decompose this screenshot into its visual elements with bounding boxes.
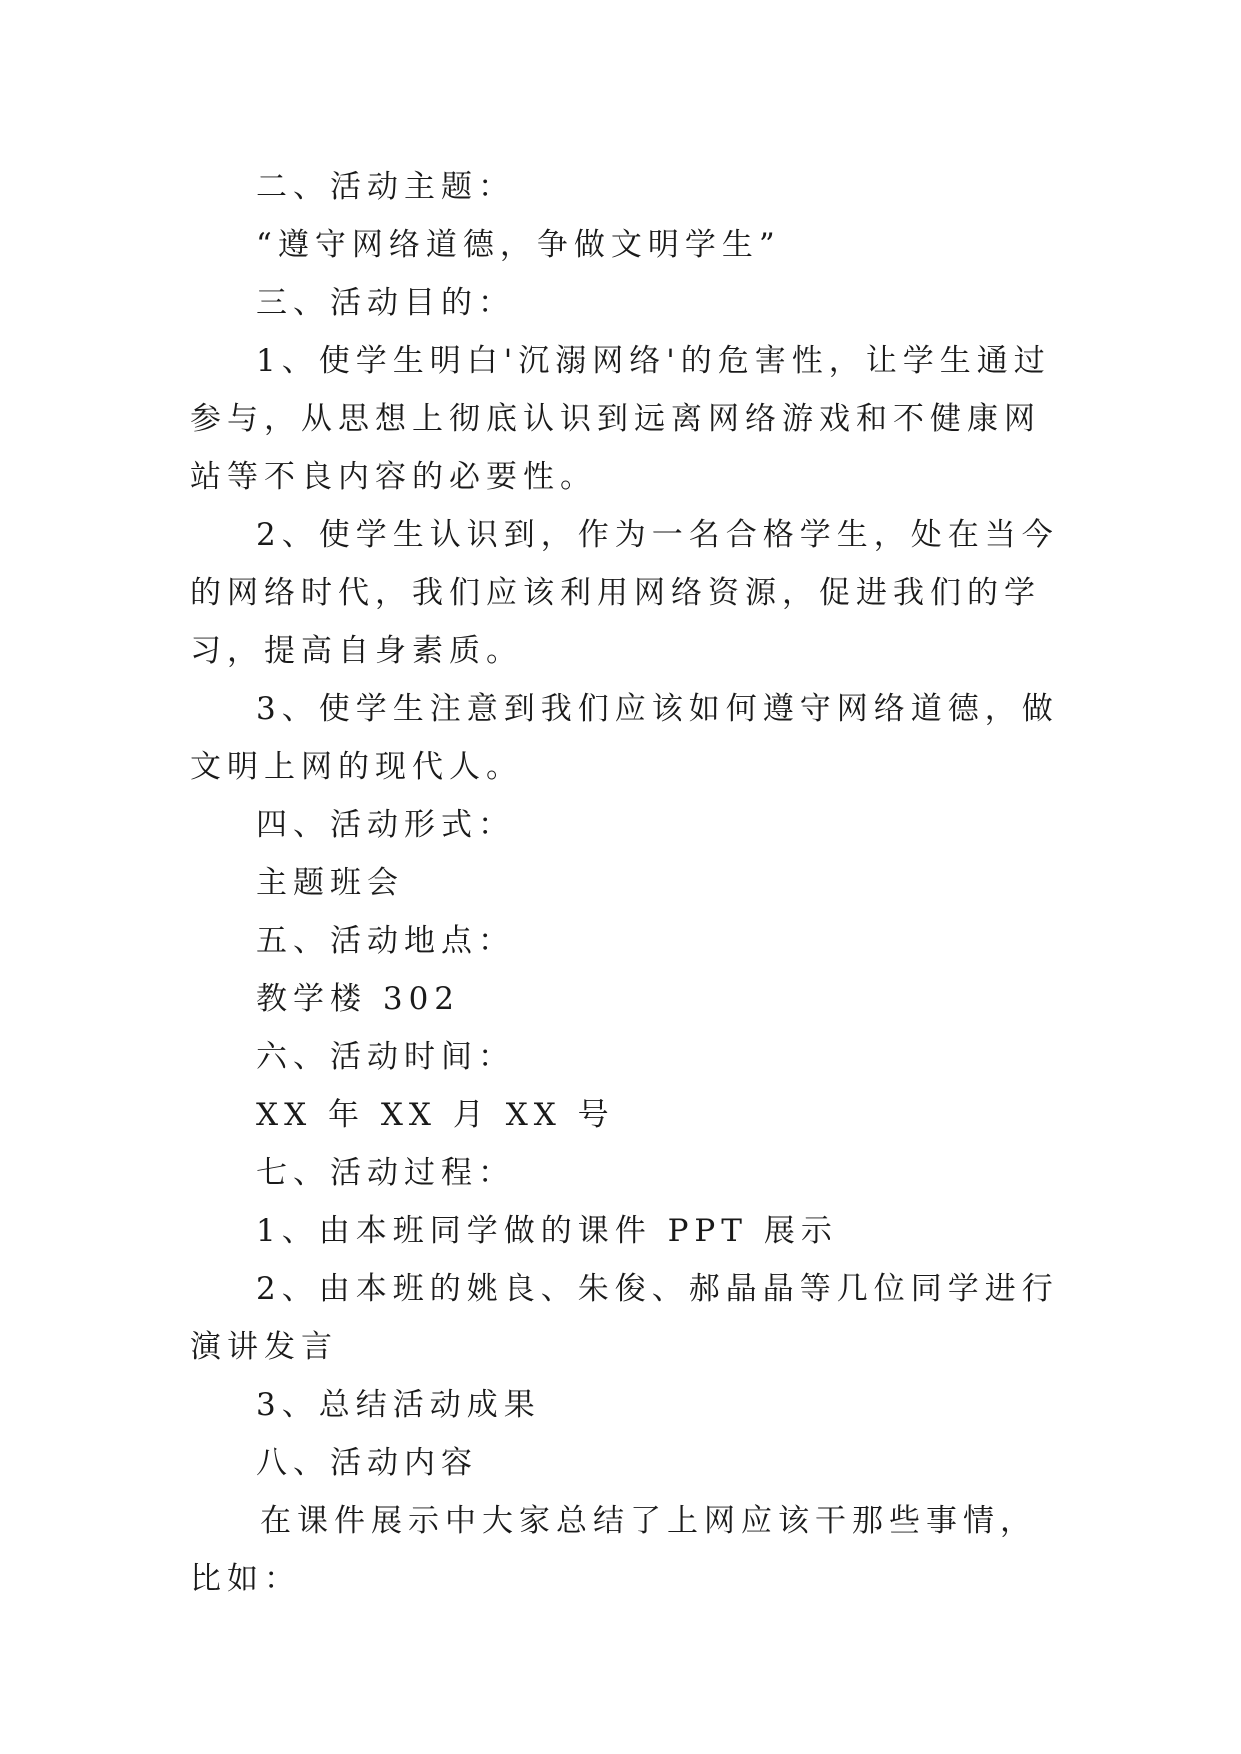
time-text: XX 年 XX 月 XX 号 — [256, 1097, 615, 1133]
process-item-3: 3、总结活动成果 — [256, 1387, 541, 1423]
purpose-item-3: 3、使学生注意到我们应该如何遵守网络道德，做文明上网的现代人。 — [190, 691, 1059, 785]
section-heading-theme: 二、活动主题： — [256, 169, 515, 205]
process-item-2: 2、由本班的姚良、朱俊、郝晶晶等几位同学进行演讲发言 — [190, 1271, 1059, 1365]
section-heading-process: 七、活动过程： — [256, 1155, 515, 1191]
purpose-item-1: 1、使学生明白'沉溺网络'的危害性，让学生通过参与，从思想上彻底认识到远离网络游戏和不健康网站等不良内容的必要性。 — [190, 343, 1051, 495]
section-heading-purpose: 三、活动目的： — [256, 285, 515, 321]
theme-text: “遵守网络道德，争做文明学生” — [256, 227, 781, 263]
content-text: 在课件展示中大家总结了上网应该干那些事情，比如： — [190, 1503, 1037, 1597]
location-text: 教学楼 302 — [256, 981, 461, 1017]
purpose-item-2: 2、使学生认识到，作为一名合格学生，处在当今的网络时代，我们应该利用网络资源，促进我们的学习，提高自身素质。 — [190, 517, 1059, 669]
section-heading-time: 六、活动时间： — [256, 1039, 515, 1075]
section-heading-format: 四、活动形式： — [256, 807, 515, 843]
format-text: 主题班会 — [256, 865, 404, 901]
section-heading-content: 八、活动内容 — [256, 1445, 478, 1481]
process-item-1: 1、由本班同学做的课件 PPT 展示 — [256, 1213, 838, 1249]
section-heading-location: 五、活动地点： — [256, 923, 515, 959]
document-body — [190, 158, 1070, 1608]
